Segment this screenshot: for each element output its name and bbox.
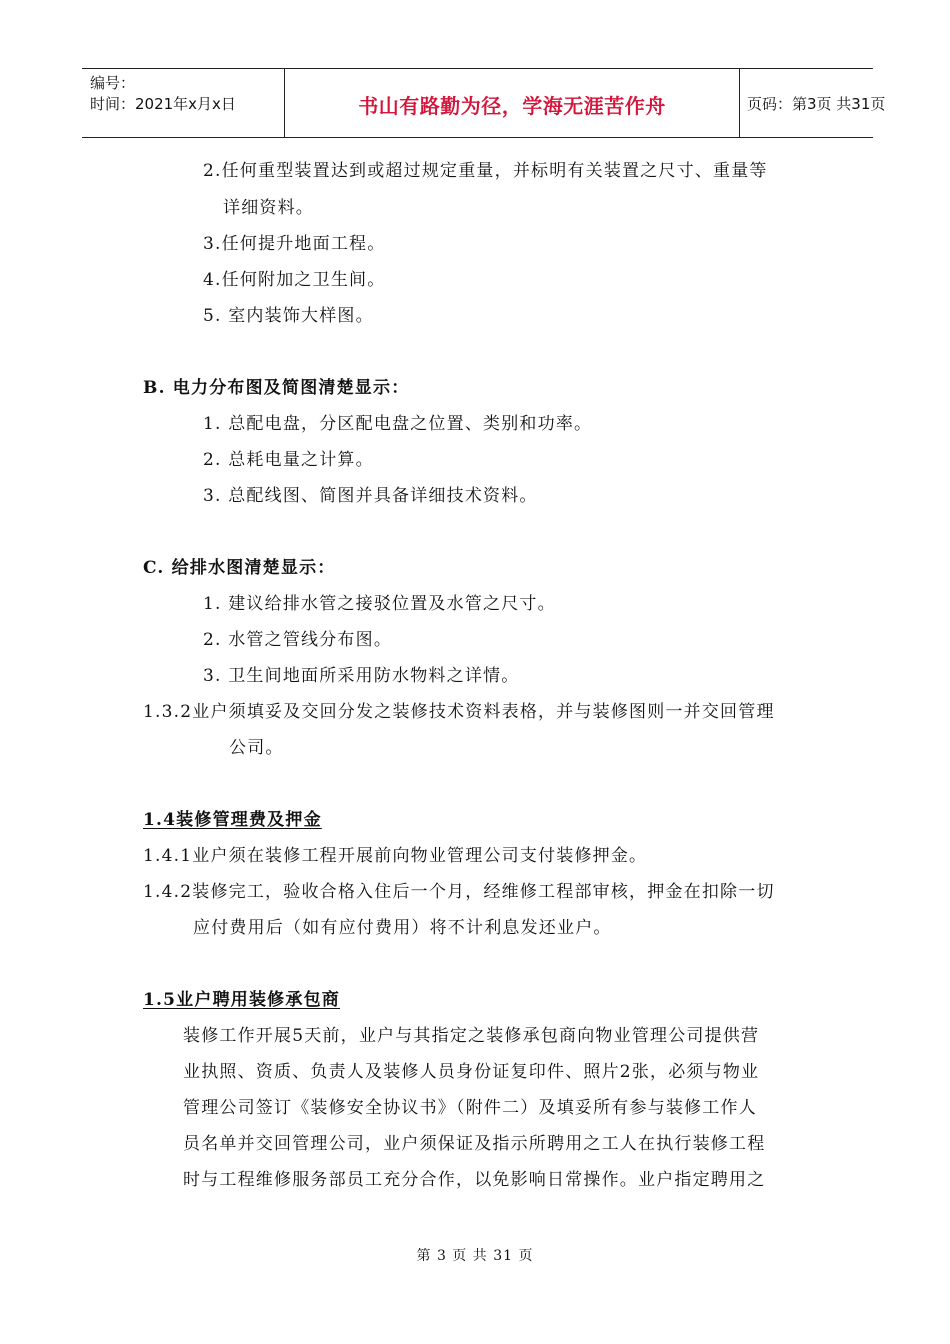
list-item-heavy-equipment-cont: 详细资料。 [223,198,314,218]
section-heading-1-5: 1.5业户聘用装修承包商 [143,990,340,1010]
document-number-label: 编号： [90,74,136,92]
section-heading-electrical: B. 电力分布图及简图清楚显示： [143,378,410,398]
paragraph-1-5-line-1: 装修工作开展5天前，业户与其指定之装修承包商向物业管理公司提供营 [183,1026,760,1046]
paragraph-1-5-line-5: 时与工程维修服务部员工充分合作，以免影响日常操作。业户指定聘用之 [183,1170,766,1190]
paragraph-1-5-line-4: 员名单并交回管理公司，业户须保证及指示所聘用之工人在执行装修工程 [183,1134,766,1154]
list-item-power-consumption: 2. 总耗电量之计算。 [203,450,374,470]
list-item-raised-floor: 3.任何提升地面工程。 [203,234,386,254]
document-date-label: 时间：2021年x月x日 [90,95,236,113]
list-item-wiring-diagram: 3. 总配线图、简图并具备详细技术资料。 [203,486,538,506]
header-page-number: 页码：第3页 共31页 [747,95,886,113]
clause-1-4-1: 1.4.1业户须在装修工程开展前向物业管理公司支付装修押金。 [143,846,648,866]
list-item-pipe-connection: 1. 建议给排水管之接驳位置及水管之尺寸。 [203,594,556,614]
clause-1-3-2: 1.3.2业户须填妥及交回分发之装修技术资料表格，并与装修图则一并交回管理 [143,702,775,722]
list-item-main-panel: 1. 总配电盘，分区配电盘之位置、类别和功率。 [203,414,593,434]
list-item-pipe-layout: 2. 水管之管线分布图。 [203,630,393,650]
list-item-waterproofing: 3. 卫生间地面所采用防水物料之详情。 [203,666,520,686]
paragraph-1-5-line-3: 管理公司签订《装修安全协议书》（附件二）及填妥所有参与装修工作人 [183,1098,757,1118]
clause-1-4-2-cont: 应付费用后（如有应付费用）将不计利息发还业户。 [193,918,612,938]
list-item-added-bathroom: 4.任何附加之卫生间。 [203,270,386,290]
header-page-cell [739,69,886,137]
section-heading-1-4: 1.4装修管理费及押金 [143,810,322,830]
header-meta-cell [82,69,284,137]
header-motto: 书山有路勤为径，学海无涯苦作舟 [358,94,666,118]
paragraph-1-5-line-2: 业执照、资质、负责人及装修人员身份证复印件、照片2张，必须与物业 [183,1062,760,1082]
page-header-table [82,68,886,138]
clause-1-4-2: 1.4.2装修完工，验收合格入住后一个月，经维修工程部审核，押金在扣除一切 [143,882,775,902]
list-item-heavy-equipment: 2.任何重型装置达到或超过规定重量，并标明有关装置之尺寸、重量等 [203,161,768,181]
clause-1-3-2-cont: 公司。 [229,738,284,758]
section-heading-plumbing: C. 给排水图清楚显示： [143,558,336,578]
page-footer: 第 3 页 共 31 页 [416,1248,534,1264]
header-motto-cell [284,69,740,137]
list-item-interior-detail: 5. 室内装饰大样图。 [203,306,374,326]
